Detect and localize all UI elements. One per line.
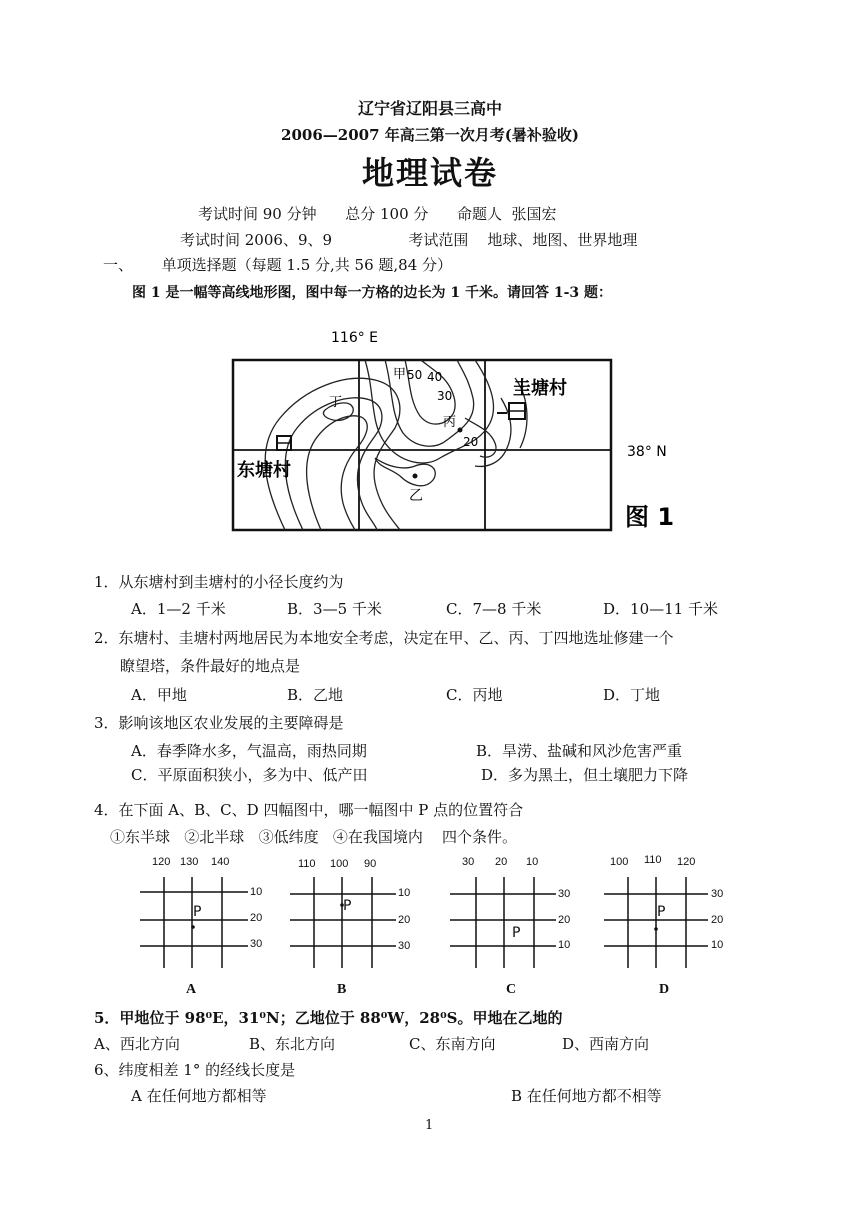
grid-lat-tick: 30 xyxy=(711,888,724,900)
question-2-option-a: A．甲地 xyxy=(131,686,187,704)
grid-lon-tick: 120 xyxy=(152,856,171,868)
page-title: 地理试卷 xyxy=(361,154,498,192)
point-ding-label: 丁 xyxy=(329,395,343,410)
grid-figure-c xyxy=(440,852,590,1002)
figure1-caption: 图 1 xyxy=(625,503,675,531)
question-3-stem: 3．影响该地区农业发展的主要障碍是 xyxy=(94,714,344,732)
question-2-option-d: D．丁地 xyxy=(603,686,661,704)
question-1-option-b: B．3—5 千米 xyxy=(287,600,382,618)
question-6-stem: 6、纬度相差 1° 的经线长度是 xyxy=(94,1061,296,1079)
exam-name: 2006—2007 年高三第一次月考(暑补验收) xyxy=(281,126,579,144)
grid-lat-tick: 20 xyxy=(398,914,411,926)
grid-lon-tick: 100 xyxy=(330,858,349,870)
grid-lat-tick: 30 xyxy=(558,888,571,900)
question-5-option-c: C、东南方向 xyxy=(409,1035,496,1053)
question-1-option-a: A．1—2 千米 xyxy=(131,600,226,618)
grid-figure-a xyxy=(130,852,270,1002)
question-2-stem: 2．东塘村、圭塘村两地居民为本地安全考虑，决定在甲、乙、丙、丁四地选址修建一个 xyxy=(94,629,674,647)
question-2-option-c: C．丙地 xyxy=(446,686,503,704)
grid-figure-b xyxy=(280,852,420,1002)
question-5-option-d: D、西南方向 xyxy=(562,1035,650,1053)
contour-label-20: 20 xyxy=(463,435,479,449)
grid-lon-tick: 90 xyxy=(364,858,377,870)
grid-lon-tick: 30 xyxy=(462,856,475,868)
village-guitang-icon xyxy=(497,403,525,419)
grid-lat-tick: 20 xyxy=(711,914,724,926)
figure1-intro: 图 1 是一幅等高线地形图，图中每一方格的边长为 1 千米。请回答 1-3 题： xyxy=(132,285,613,301)
contour-map-figure xyxy=(225,318,695,548)
grid-figure-d xyxy=(598,852,738,1002)
exam-info-line-1: 考试时间 90 分钟 总分 100 分 命题人 张国宏 xyxy=(198,205,557,223)
longitude-label: 116° E xyxy=(331,330,379,346)
grid-lon-tick: 100 xyxy=(610,856,629,868)
grid-lat-tick: 10 xyxy=(558,939,571,951)
grid-lines xyxy=(130,872,270,972)
grid-lon-tick: 130 xyxy=(180,856,199,868)
contour-label-40: 40 xyxy=(427,370,443,384)
grid-lon-tick: 110 xyxy=(644,854,662,866)
grid-point-p: P xyxy=(193,904,202,920)
grid-lat-tick: 30 xyxy=(398,940,411,952)
grid-lon-tick: 110 xyxy=(298,858,316,870)
question-3-option-c: C．平原面积狭小，多为中、低产田 xyxy=(131,766,368,784)
question-5-option-b: B、东北方向 xyxy=(249,1035,336,1053)
grid-lat-tick: 10 xyxy=(711,939,724,951)
point-yi-label: 乙 xyxy=(409,488,423,504)
village-guitang-label: 圭塘村 xyxy=(513,378,567,399)
question-3-option-a: A．春季降水多，气温高，雨热同期 xyxy=(131,742,367,760)
question-1-stem: 1．从东塘村到圭塘村的小径长度约为 xyxy=(94,573,344,591)
grid-lat-tick: 10 xyxy=(398,887,411,899)
point-bing-dot xyxy=(458,428,463,433)
grid-point-p: P xyxy=(343,898,352,914)
grid-label: B xyxy=(337,982,347,997)
grid-label: A xyxy=(186,982,197,997)
school-name: 辽宁省辽阳县三高中 xyxy=(357,99,502,118)
point-jia-label: 甲 xyxy=(393,367,407,382)
question-2-option-b: B．乙地 xyxy=(287,686,344,704)
question-1-option-c: C．7—8 千米 xyxy=(446,600,542,618)
contour-lines xyxy=(265,360,527,530)
question-2-stem-cont: 瞭望塔，条件最好的地点是 xyxy=(120,657,301,675)
grid-lat-tick: 20 xyxy=(558,914,571,926)
question-4-conditions: ①东半球 ②北半球 ③低纬度 ④在我国境内 四个条件。 xyxy=(110,828,517,846)
grid-lon-tick: 20 xyxy=(495,856,508,868)
question-5-stem: 5．甲地位于 98⁰E，31⁰N；乙地位于 88⁰W，28⁰S。甲地在乙地的 xyxy=(94,1009,563,1027)
grid-lat-tick: 20 xyxy=(250,912,263,924)
question-5-option-a: A、西北方向 xyxy=(94,1035,180,1053)
exam-info-line-2: 考试时间 2006、9、9 考试范围 地球、地图、世界地理 xyxy=(180,231,638,249)
grid-point-p: P xyxy=(512,925,521,941)
question-3-option-d: D．多为黑土，但土壤肥力下降 xyxy=(481,766,689,784)
contour-label-50: 50 xyxy=(407,368,423,382)
grid-lat-tick: 10 xyxy=(250,886,263,898)
grid-lon-tick: 140 xyxy=(211,856,230,868)
grid-label: C xyxy=(506,982,517,997)
grid-lon-tick: 10 xyxy=(526,856,539,868)
point-bing-label: 丙 xyxy=(443,415,457,430)
grid-lon-tick: 120 xyxy=(677,856,696,868)
question-1-option-d: D．10—11 千米 xyxy=(603,600,718,618)
question-4-stem: 4．在下面 A、B、C、D 四幅图中，哪一幅图中 P 点的位置符合 xyxy=(94,801,524,819)
question-6-option-a: A 在任何地方都相等 xyxy=(131,1087,267,1105)
latitude-label: 38° N xyxy=(627,444,667,460)
question-6-option-b: B 在任何地方都不相等 xyxy=(511,1087,662,1105)
page-number: 1 xyxy=(425,1118,434,1133)
grid-point-p: P xyxy=(657,904,666,920)
point-yi-dot xyxy=(413,474,418,479)
section-heading: 一、 单项选择题（每题 1.5 分,共 56 题,84 分） xyxy=(103,256,453,274)
grid-lat-tick: 30 xyxy=(250,938,263,950)
grid-label: D xyxy=(659,982,670,997)
village-dongtang-label: 东塘村 xyxy=(237,460,291,481)
question-3-option-b: B．旱涝、盐碱和风沙危害严重 xyxy=(476,742,683,760)
contour-label-30: 30 xyxy=(437,389,453,403)
village-dongtang-icon xyxy=(277,436,291,450)
